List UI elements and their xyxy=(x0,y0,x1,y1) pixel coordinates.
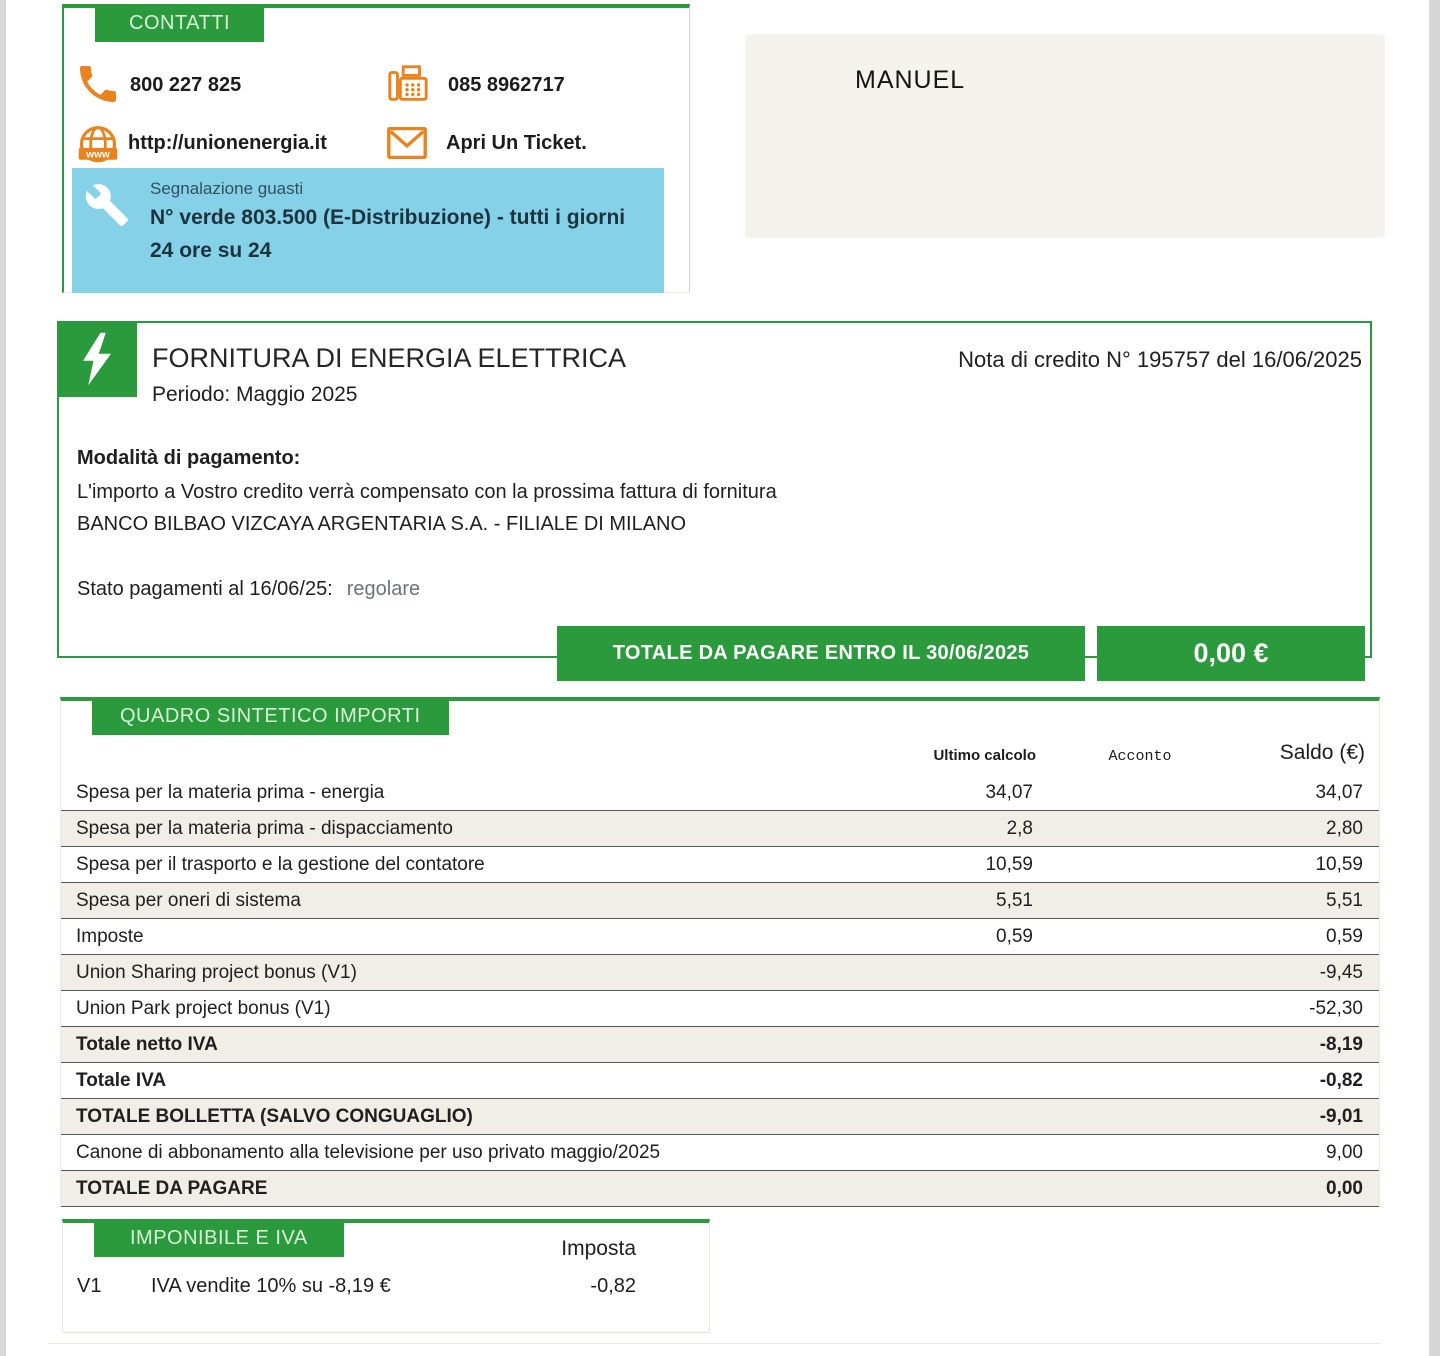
table-row xyxy=(61,775,1379,811)
column-header-acconto: Acconto xyxy=(1108,748,1172,765)
table-row xyxy=(61,1099,1379,1135)
payment-method-heading: Modalità di pagamento: xyxy=(77,447,301,469)
table-row xyxy=(61,1171,1379,1207)
summary-header xyxy=(92,697,449,735)
table-row xyxy=(61,955,1379,991)
row-label: TOTALE BOLLETTA (SALVO CONGUAGLIO) xyxy=(76,1105,473,1127)
row-saldo: -0,82 xyxy=(1319,1069,1363,1091)
recipient-name: MANUEL xyxy=(855,66,966,94)
summary-title: QUADRO SINTETICO IMPORTI xyxy=(120,704,421,727)
supply-section xyxy=(57,321,1372,658)
vat-amount: -0,82 xyxy=(590,1275,636,1297)
payment-status-line xyxy=(77,578,420,601)
column-header-saldo: Saldo (€) xyxy=(1279,741,1365,764)
row-saldo: -8,19 xyxy=(1319,1033,1363,1055)
payment-status-label: Stato pagamenti al 16/06/25: xyxy=(77,578,333,600)
left-page-edge xyxy=(0,0,6,1356)
row-label: Totale netto IVA xyxy=(76,1033,218,1055)
row-saldo: 0,00 xyxy=(1326,1177,1363,1199)
payment-status-value: regolare xyxy=(346,578,421,600)
total-due-amount: 0,00 € xyxy=(1097,626,1365,681)
row-saldo: 5,51 xyxy=(1326,889,1363,911)
table-row xyxy=(61,1135,1379,1171)
electricity-icon xyxy=(57,321,137,397)
row-ultimo: 5,51 xyxy=(996,889,1033,911)
table-row xyxy=(61,883,1379,919)
table-row xyxy=(61,847,1379,883)
total-due-label: TOTALE DA PAGARE ENTRO IL 30/06/2025 xyxy=(557,626,1085,681)
summary-table xyxy=(61,775,1379,1207)
row-ultimo: 0,59 xyxy=(996,925,1033,947)
contacts-header xyxy=(95,4,264,42)
row-label: Imposte xyxy=(76,925,144,947)
row-saldo: -9,45 xyxy=(1319,961,1363,983)
table-row xyxy=(61,811,1379,847)
recipient-panel xyxy=(745,34,1385,238)
vat-title: IMPONIBILE E IVA xyxy=(130,1226,308,1249)
fault-report-panel xyxy=(72,168,664,293)
contacts-title: CONTATTI xyxy=(129,11,231,34)
email-icon xyxy=(384,120,430,171)
row-label: Spesa per la materia prima - dispacciamento xyxy=(76,817,454,839)
row-label: Union Sharing project bonus (V1) xyxy=(76,961,357,983)
phone-icon xyxy=(74,60,122,113)
payment-method-line2: BANCO BILBAO VIZCAYA ARGENTARIA S.A. - FILIALE DI MILANO xyxy=(77,513,687,535)
column-header-imposta: Imposta xyxy=(561,1237,636,1260)
row-ultimo: 10,59 xyxy=(985,853,1033,875)
table-row xyxy=(61,991,1379,1027)
table-row xyxy=(61,1063,1379,1099)
vertical-scrollbar[interactable] xyxy=(1429,0,1440,1356)
website-icon xyxy=(76,124,120,173)
row-label: TOTALE DA PAGARE xyxy=(76,1177,268,1199)
fault-report-text: N° verde 803.500 (E-Distribuzione) - tutti i giorni 24 ore su 24 xyxy=(150,206,626,262)
vat-description: IVA vendite 10% su -8,19 € xyxy=(151,1275,391,1297)
supply-period: Periodo: Maggio 2025 xyxy=(152,383,358,406)
row-saldo: -52,30 xyxy=(1309,997,1363,1019)
fax-icon xyxy=(385,60,431,113)
open-ticket-link[interactable]: Apri Un Ticket. xyxy=(446,132,587,154)
row-ultimo: 34,07 xyxy=(985,781,1033,803)
row-ultimo: 2,8 xyxy=(1006,817,1033,839)
row-label: Spesa per oneri di sistema xyxy=(76,889,301,911)
credit-note-number: Nota di credito N° 195757 del 16/06/2025 xyxy=(958,347,1362,372)
payment-method-line1: L'importo a Vostro credito verrà compensato con la prossima fattura di fornitura xyxy=(77,481,777,503)
vat-header xyxy=(94,1219,344,1257)
row-saldo: 0,59 xyxy=(1326,925,1363,947)
wrench-icon xyxy=(84,182,130,233)
row-saldo: 34,07 xyxy=(1315,781,1363,803)
row-saldo: 10,59 xyxy=(1315,853,1363,875)
table-row xyxy=(61,1027,1379,1063)
contacts-section xyxy=(62,4,690,293)
supply-title: FORNITURA DI ENERGIA ELETTRICA xyxy=(152,343,627,373)
row-saldo: -9,01 xyxy=(1319,1105,1363,1127)
column-header-ultimo-calcolo: Ultimo calcolo xyxy=(933,747,1036,764)
row-label: Union Park project bonus (V1) xyxy=(76,997,331,1019)
row-saldo: 2,80 xyxy=(1326,817,1363,839)
row-label: Spesa per la materia prima - energia xyxy=(76,781,385,803)
website-link[interactable]: http://unionenergia.it xyxy=(128,132,327,154)
row-label: Canone di abbonamento alla televisione per uso privato maggio/2025 xyxy=(76,1141,661,1163)
row-label: Totale IVA xyxy=(76,1069,167,1091)
vat-code: V1 xyxy=(77,1275,102,1297)
page-bottom-divider xyxy=(48,1343,1380,1344)
row-label: Spesa per il trasporto e la gestione del contatore xyxy=(76,853,485,875)
fault-report-label: Segnalazione guasti xyxy=(150,179,304,198)
table-row xyxy=(61,919,1379,955)
phone-number: 800 227 825 xyxy=(130,74,242,96)
row-saldo: 9,00 xyxy=(1326,1141,1363,1163)
vat-section xyxy=(62,1219,710,1333)
svg-text:www: www xyxy=(86,149,110,161)
fax-number: 085 8962717 xyxy=(448,74,565,96)
summary-section xyxy=(60,697,1380,1204)
